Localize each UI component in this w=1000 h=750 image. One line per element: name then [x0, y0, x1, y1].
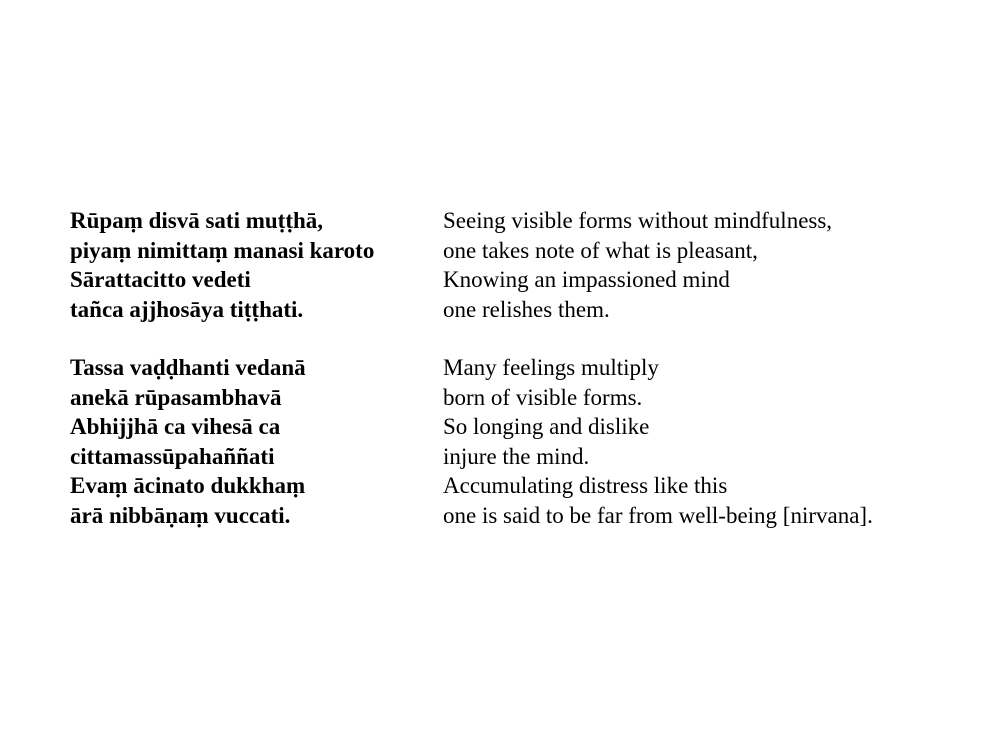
english-line: one takes note of what is pleasant,: [443, 237, 758, 263]
english-line: injure the mind.: [443, 443, 590, 469]
pali-line: Evaṃ ācinato dukkhaṃ: [70, 473, 306, 498]
english-line: Knowing an impassioned mind: [443, 267, 730, 292]
english-translation-column: [443, 206, 983, 530]
pali-stanza-1: [70, 206, 430, 324]
english-line: Many feelings multiply: [443, 355, 659, 380]
pali-line: Sārattacitto vedeti: [70, 267, 251, 292]
english-line: So longing and dislike: [443, 414, 650, 439]
pali-stanza-2: [70, 353, 430, 530]
english-line: one is said to be far from well-being [nirvana].: [443, 502, 873, 528]
pali-line: anekā rūpasambhavā: [70, 384, 282, 410]
pali-line: Tassa vaḍḍhanti vedanā: [70, 355, 306, 380]
english-stanza-1: [443, 206, 983, 324]
english-stanza-2: [443, 353, 983, 530]
english-line: born of visible forms.: [443, 384, 643, 410]
pali-line: Rūpaṃ disvā sati muṭṭhā,: [70, 208, 324, 233]
pali-line: cittamassūpahaññati: [70, 443, 275, 469]
pali-line: Abhijjhā ca vihesā ca: [70, 414, 281, 439]
english-line: Seeing visible forms without mindfulness,: [443, 208, 833, 233]
pali-line: piyaṃ nimittaṃ manasi karoto: [70, 237, 375, 263]
english-line: Accumulating distress like this: [443, 473, 728, 498]
pali-line: ārā nibbāṇaṃ vuccati.: [70, 502, 291, 528]
pali-line: tañca ajjhosāya tiṭṭhati.: [70, 296, 304, 322]
pali-verse-column: [70, 206, 430, 530]
english-line: one relishes them.: [443, 296, 610, 322]
